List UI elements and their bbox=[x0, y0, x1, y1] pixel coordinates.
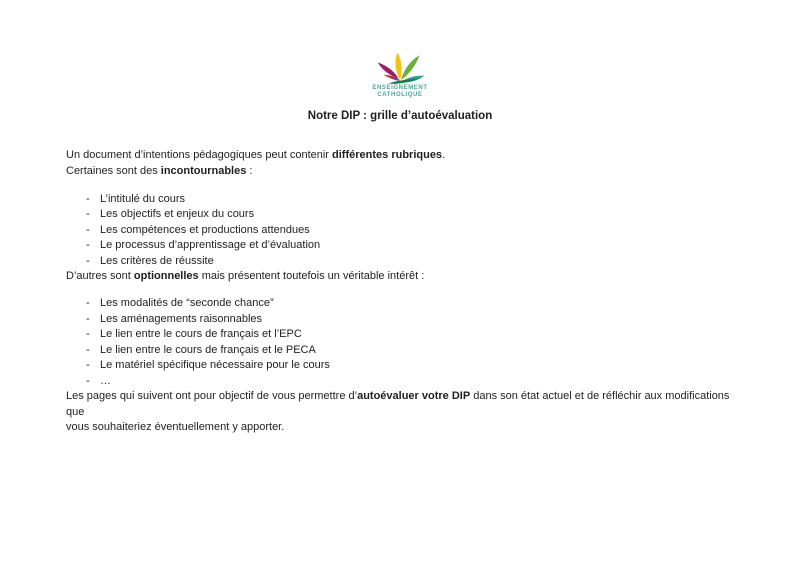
bullet-dash: - bbox=[86, 312, 90, 325]
enseignement-catholique-logo-icon bbox=[374, 52, 426, 84]
document-body bbox=[66, 148, 744, 436]
list-item-text: Le matériel spécifique nécessaire pour le cours bbox=[100, 359, 330, 371]
mandatory-lead-post: : bbox=[246, 164, 253, 177]
list-item-text: … bbox=[100, 374, 111, 387]
list-item-text: Les objectifs et enjeux du cours bbox=[100, 208, 255, 220]
list-item-text: Les aménagements raisonnables bbox=[100, 312, 263, 325]
list-item-text: Les modalités de “seconde chance” bbox=[100, 297, 274, 309]
mandatory-lead-bold: incontournables bbox=[160, 164, 247, 177]
list-item bbox=[66, 374, 744, 390]
list-item bbox=[66, 327, 744, 343]
bullet-dash: - bbox=[86, 239, 90, 251]
list-item bbox=[66, 296, 744, 312]
optional-lead-post: mais présentent toutefois un véritable intérêt : bbox=[198, 270, 425, 282]
bullet-dash: - bbox=[86, 343, 90, 356]
optional-lead-bold: optionnelles bbox=[133, 270, 199, 282]
list-item bbox=[66, 254, 744, 270]
intro-paragraph bbox=[66, 148, 744, 164]
bullet-dash: - bbox=[86, 374, 90, 387]
optional-list bbox=[66, 296, 744, 389]
bullet-dash: - bbox=[86, 208, 90, 220]
bullet-dash: - bbox=[86, 223, 90, 236]
list-item-text: Les compétences et productions attendues bbox=[100, 223, 310, 236]
logo-text-line2: CATHOLIQUE bbox=[377, 92, 423, 98]
optional-lead-pre: D’autres sont bbox=[66, 270, 134, 282]
mandatory-lead bbox=[66, 164, 744, 180]
logo-text-line1: ENSEIGNEMENT bbox=[372, 85, 428, 91]
intro-text-pre: Un document d’intentions pédagogiques peut contenir bbox=[66, 149, 333, 161]
bullet-dash: - bbox=[86, 254, 90, 267]
list-item-text: Le lien entre le cours de français et le PECA bbox=[100, 343, 316, 356]
closing-text-line1-end: dans son état actuel et de réfléchir aux modifications que bbox=[66, 390, 730, 418]
mandatory-list bbox=[66, 192, 744, 270]
list-item bbox=[66, 192, 744, 208]
closing-text-line2: vous souhaiteriez éventuellement y apporter. bbox=[66, 421, 285, 433]
mandatory-lead-pre: Certaines sont des bbox=[66, 164, 161, 177]
page-title: Notre DIP : grille d’autoévaluation bbox=[307, 110, 493, 122]
logo bbox=[0, 52, 800, 99]
closing-text-bold: autoévaluer votre DIP bbox=[357, 390, 471, 402]
list-item-text: Les critères de réussite bbox=[100, 254, 214, 267]
bullet-dash: - bbox=[86, 359, 90, 371]
list-item-text: Le lien entre le cours de français et l’EPC bbox=[100, 328, 302, 340]
list-item bbox=[66, 343, 744, 359]
list-item-text: L’intitulé du cours bbox=[100, 192, 185, 205]
bullet-dash: - bbox=[86, 192, 90, 205]
list-item-text: Le processus d’apprentissage et d’évaluation bbox=[100, 239, 321, 251]
closing-text-pre: Les pages qui suivent ont pour objectif de vous permettre d’ bbox=[66, 390, 358, 402]
list-item bbox=[66, 312, 744, 328]
bullet-dash: - bbox=[86, 297, 90, 309]
optional-lead bbox=[66, 269, 744, 285]
list-item bbox=[66, 238, 744, 254]
intro-text-bold: différentes rubriques bbox=[332, 149, 443, 161]
list-item bbox=[66, 223, 744, 239]
list-item bbox=[66, 207, 744, 223]
intro-text-post: . bbox=[442, 149, 446, 161]
bullet-dash: - bbox=[86, 328, 90, 340]
closing-paragraph bbox=[66, 389, 744, 436]
list-item bbox=[66, 358, 744, 374]
logo-text bbox=[0, 85, 800, 99]
